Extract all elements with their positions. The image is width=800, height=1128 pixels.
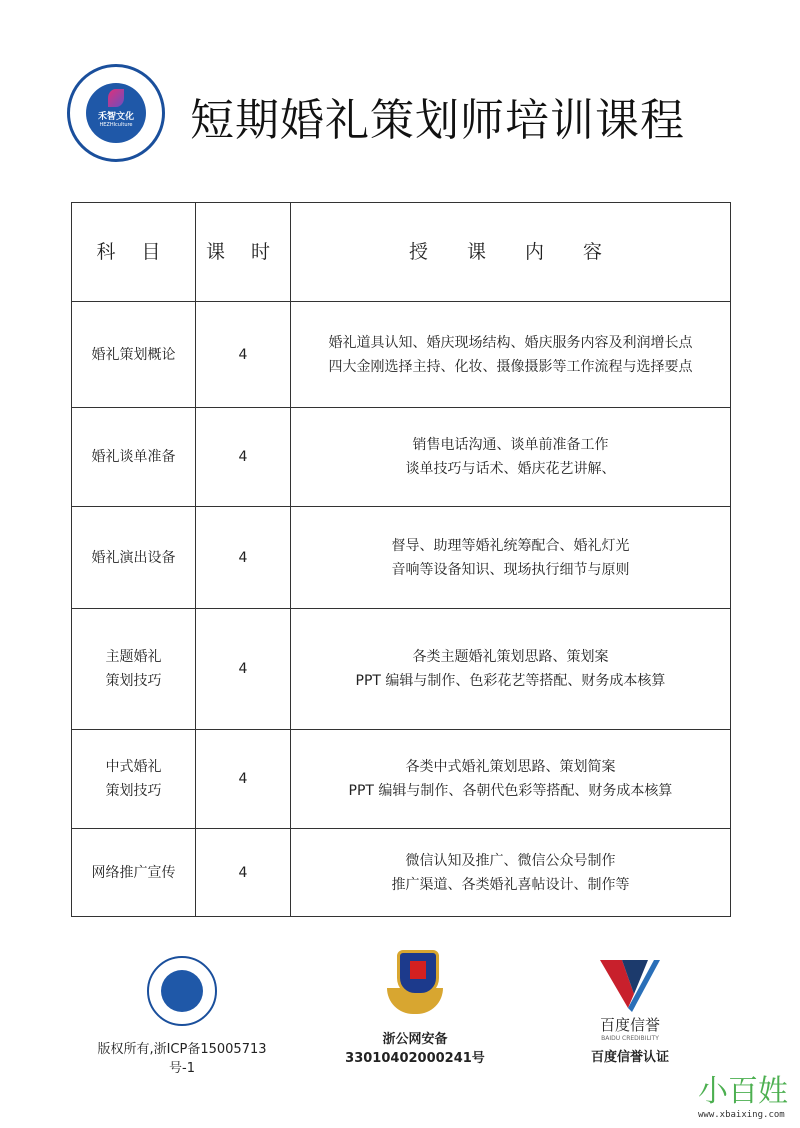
- header-content: 授 课 内 容: [291, 203, 731, 302]
- content-cell-line: 各类中式婚礼策划思路、策划简案: [405, 759, 616, 775]
- hours-cell: [196, 408, 291, 507]
- baidu-text: 百度信誉认证: [590, 1050, 669, 1065]
- hours-cell: [196, 829, 291, 917]
- table-row: [72, 302, 731, 408]
- hours-cell: [196, 730, 291, 829]
- baidu-v-icon: [598, 958, 662, 1014]
- subject-cell-line: 主题婚礼: [105, 649, 162, 665]
- hours-cell-line: 4: [238, 864, 248, 881]
- subject-cell-line: 中式婚礼: [105, 759, 162, 775]
- hours-cell: [196, 302, 291, 408]
- table-row: [72, 507, 731, 609]
- logo-text: 禾智文化: [97, 112, 134, 122]
- hours-cell-line: 4: [238, 346, 248, 363]
- icp-text: 版权所有,浙ICP备15005713号-1: [97, 1042, 267, 1076]
- content-cell-line: 婚礼道具认知、婚庆现场结构、婚庆服务内容及利润增长点: [328, 334, 693, 351]
- header-hours: 课 时: [196, 203, 291, 302]
- content-cell: [291, 609, 731, 730]
- subject-cell-line: 策划技巧: [105, 673, 162, 689]
- police-block: [320, 950, 510, 1066]
- content-cell: [291, 730, 731, 829]
- hours-cell: [196, 507, 291, 609]
- content-cell-line: 督导、助理等婚礼统筹配合、婚礼灯光: [391, 537, 630, 554]
- watermark: [668, 1066, 788, 1120]
- hours-cell: [196, 609, 291, 730]
- subject-cell-line: 策划技巧: [105, 783, 162, 799]
- table-row: [72, 408, 731, 507]
- subject-cell: [72, 609, 196, 730]
- baidu-block: [570, 958, 690, 1065]
- content-cell-line: 音响等设备知识、现场执行细节与原则: [391, 561, 630, 578]
- table-row: [72, 730, 731, 829]
- subject-cell-line: 婚礼演出设备: [91, 549, 176, 566]
- subject-cell: [72, 507, 196, 609]
- icp-block: [92, 956, 272, 1076]
- watermark-text: 小百姓: [698, 1074, 788, 1109]
- content-cell: [291, 507, 731, 609]
- course-table: [71, 202, 731, 917]
- company-seal-icon: [147, 956, 217, 1026]
- hours-cell-line: 4: [238, 549, 248, 566]
- content-cell: [291, 829, 731, 917]
- content-cell: [291, 302, 731, 408]
- police-text: 浙公网安备 33010402000241号: [345, 1032, 485, 1066]
- baidu-logo-en: BAIDU CREDIBILITY: [601, 1035, 659, 1042]
- table-row: [72, 829, 731, 917]
- table-row: [72, 609, 731, 730]
- baidu-logo-text: 百度信誉: [599, 1016, 660, 1034]
- content-cell-line: 销售电话沟通、谈单前准备工作: [412, 437, 609, 453]
- content-cell-line: 各类主题婚礼策划思路、策划案: [412, 649, 609, 665]
- subject-cell: [72, 829, 196, 917]
- subject-cell-line: 婚礼策划概论: [91, 346, 176, 363]
- subject-cell-line: 网络推广宣传: [91, 864, 176, 881]
- content-cell-line: PPT 编辑与制作、色彩花艺等搭配、财务成本核算: [355, 673, 666, 689]
- subject-cell: [72, 408, 196, 507]
- content-cell-line: PPT 编辑与制作、各朝代色彩等搭配、财务成本核算: [348, 783, 673, 799]
- hours-cell-line: 4: [238, 661, 248, 677]
- header-subject: 科 目: [72, 203, 196, 302]
- watermark-url: www.xbaixing.com: [698, 1110, 785, 1120]
- content-cell-line: 推广渠道、各类婚礼喜帖设计、制作等: [391, 876, 630, 893]
- subject-cell: [72, 730, 196, 829]
- content-cell-line: 谈单技巧与话术、婚庆花艺讲解、: [405, 461, 616, 477]
- content-cell-line: 四大金刚选择主持、化妆、摄像摄影等工作流程与选择要点: [328, 358, 693, 375]
- police-badge-icon: [387, 950, 443, 1016]
- hours-cell-line: 4: [238, 449, 248, 465]
- page-title: 短期婚礼策划师培训课程: [190, 95, 685, 146]
- content-cell-line: 微信认知及推广、微信公众号制作: [405, 852, 616, 869]
- company-logo: [67, 64, 165, 162]
- content-cell: [291, 408, 731, 507]
- hours-cell-line: 4: [238, 771, 248, 787]
- logo-text-en: HEZHIculture: [99, 122, 133, 128]
- subject-cell: [72, 302, 196, 408]
- swirl-icon: [108, 89, 124, 107]
- subject-cell-line: 婚礼谈单准备: [91, 449, 176, 465]
